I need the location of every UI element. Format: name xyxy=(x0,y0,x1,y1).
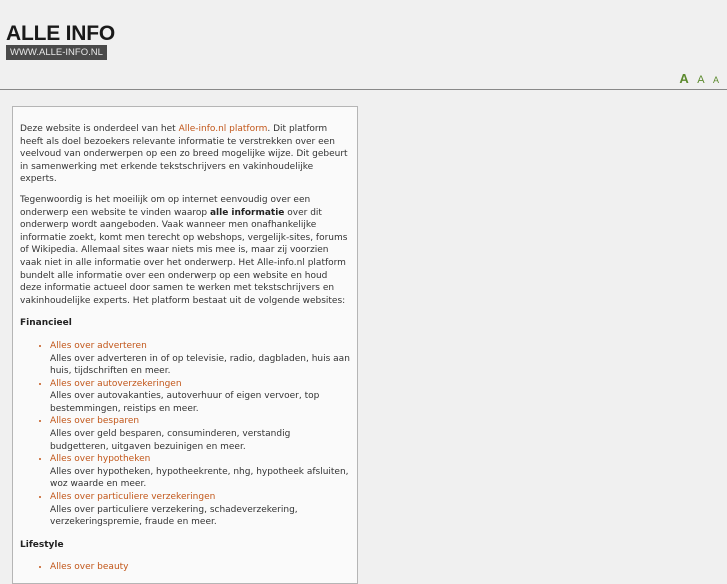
category-heading-lifestyle: Lifestyle xyxy=(20,539,64,550)
site-list-financieel xyxy=(20,340,350,529)
site-description: Alles over adverteren in of op televisie, radio, dagbladen, huis aan huis, tijdschriften en meer. xyxy=(50,353,350,377)
category-heading-financieel: Financieel xyxy=(20,318,72,329)
site-description: Alles over particuliere verzekering, schadeverzekering, verzekeringspremie, fraude en meer. xyxy=(50,504,298,528)
platform-link[interactable]: Alle-info.nl platform xyxy=(178,124,268,134)
site-link[interactable]: Alles over autoverzekeringen xyxy=(50,378,182,389)
site-link[interactable]: Alles over adverteren xyxy=(50,340,147,351)
list-item xyxy=(50,340,350,378)
site-link[interactable]: Alles over particuliere verzekeringen xyxy=(50,492,216,503)
site-link[interactable]: Alles over hypotheken xyxy=(50,454,151,465)
list-item xyxy=(50,378,350,416)
site-link[interactable]: Alles over besparen xyxy=(50,416,140,427)
list-item xyxy=(50,561,350,574)
site-list-lifestyle xyxy=(20,561,350,574)
site-header xyxy=(0,0,727,92)
intro-paragraph-2: Tegenwoordig is het moeilijk om op internet eenvoudig over een onderwerp een website te vinden waarop alle informatie over dit onderwerp wordt aangeboden. Vaak wanneer men onafhankelijke informatie zoekt, komt men terecht op webshops, vergelijk-sites, forums of Wikipedia. Allemaal sites waar niets mis mee is, maar zij voorzien vaak niet in alle informatie over het onderwerp. Het Alle-info.nl platform bundelt alle informatie over een onderwerp op een website en houd deze informatie actueel door samen te werken met tekstschrijvers en vakinhoudelijke experts. Het platform bestaat uit de volgende websites: xyxy=(20,194,348,306)
list-item xyxy=(50,453,350,491)
font-reset-button[interactable]: A xyxy=(697,74,705,86)
site-description: Alles over geld besparen, consuminderen, verstandig budgetteren, uitgaven bezuinigen en meer. xyxy=(50,429,291,452)
list-item xyxy=(50,491,350,529)
main-content xyxy=(12,106,358,584)
site-title[interactable]: ALLE INFO xyxy=(6,22,116,45)
header-divider xyxy=(0,89,727,90)
list-item xyxy=(50,415,350,453)
font-increase-button[interactable]: A xyxy=(679,71,689,86)
font-size-controls xyxy=(675,70,719,88)
site-description: Alles over hypotheken, hypotheekrente, nhg, hypotheek afsluiten, woz waarde en meer. xyxy=(50,466,349,490)
site-link[interactable]: Alles over beauty xyxy=(50,562,129,573)
site-description: Alles over autovakanties, autoverhuur of eigen vervoer, top bestemmingen, reistips en meer. xyxy=(50,391,320,414)
bold-text: alle informatie xyxy=(209,207,285,218)
site-url-badge[interactable]: WWW.ALLE-INFO.NL xyxy=(6,45,107,60)
intro-paragraph-1: Deze website is onderdeel van het Alle-info.nl platform. Dit platform heeft als doel bezoekers relevante informatie te verstrekken over een veelvoud van onderwerpen op een zo breed mogelijke wijze. Dit gebeurt in samenwerking met erkende tekstschrijvers en vakinhoudelijke experts. xyxy=(20,124,348,185)
font-decrease-button[interactable]: A xyxy=(712,75,719,85)
